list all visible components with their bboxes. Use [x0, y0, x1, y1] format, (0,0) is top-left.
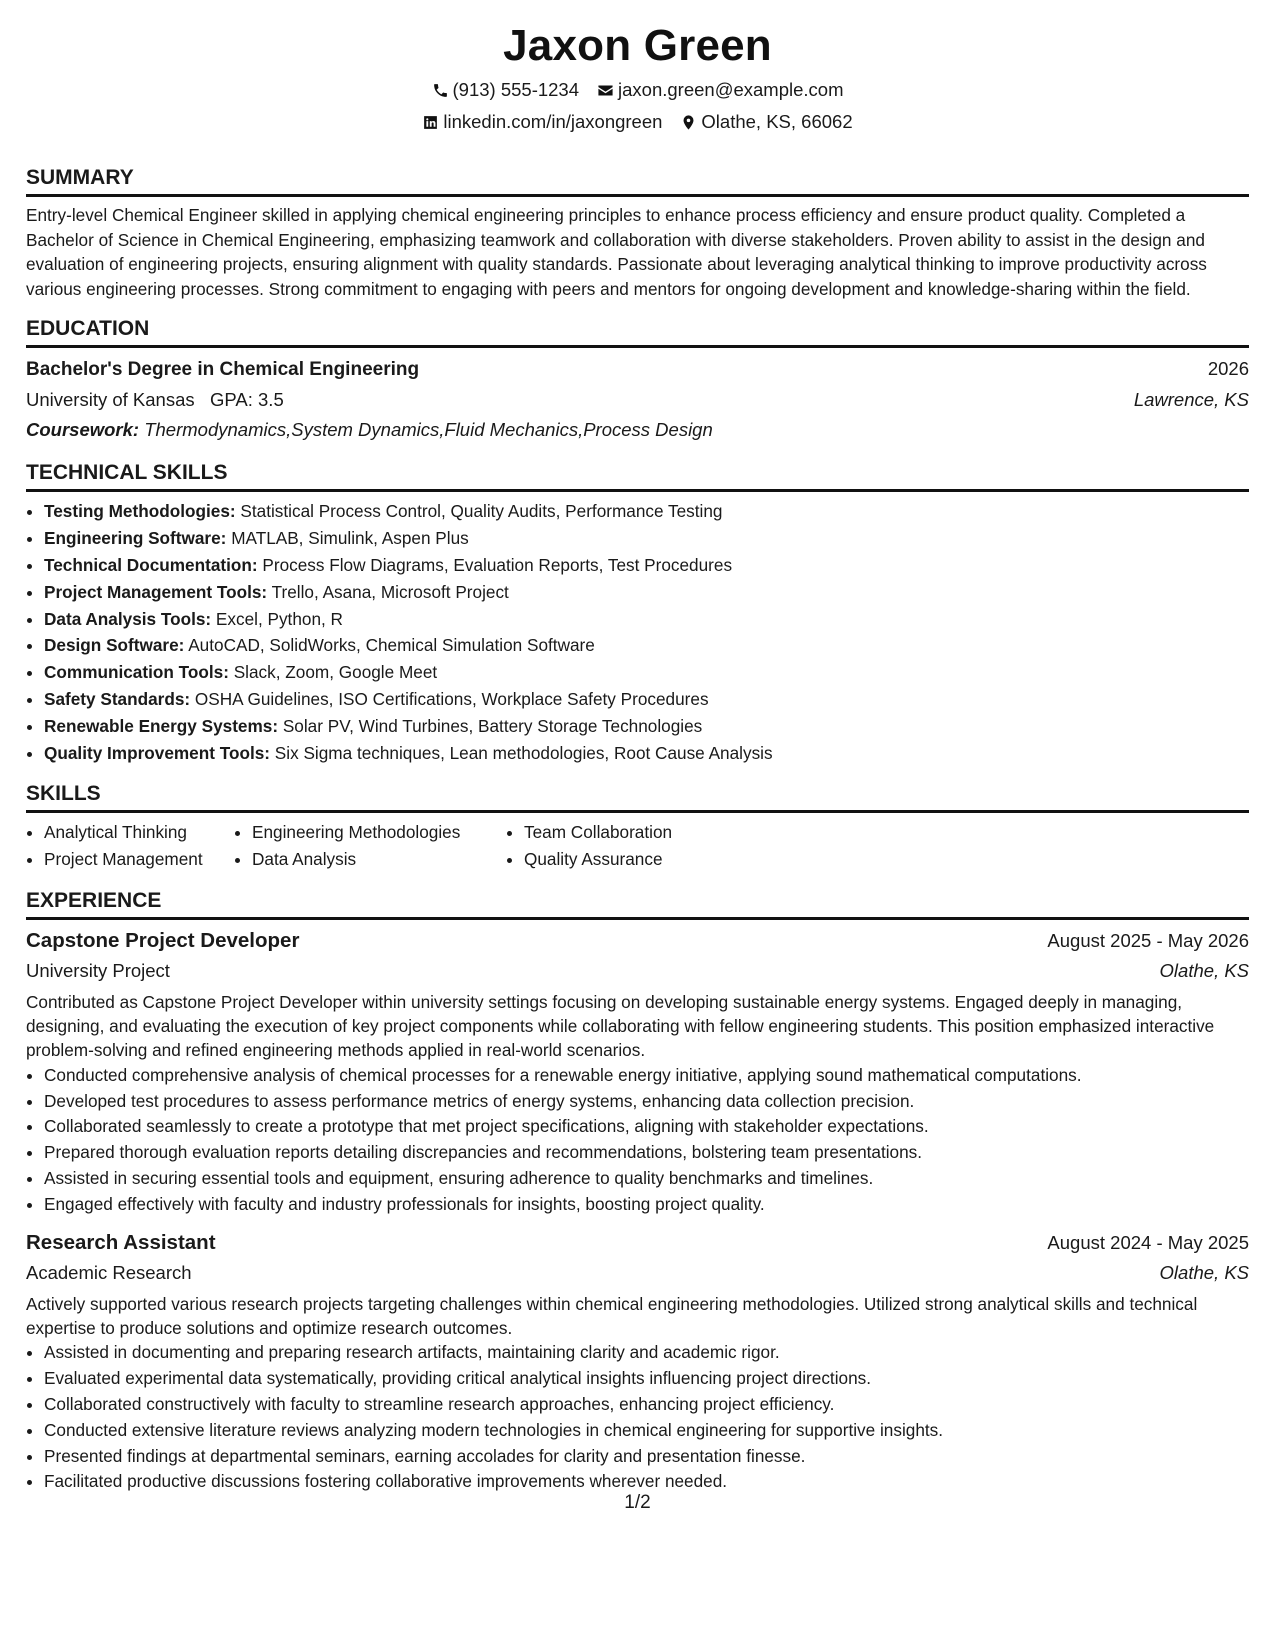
job-organization: University Project [26, 959, 170, 981]
job-description: Actively supported various research projects targeting challenges within chemical engineering methodologies. Utilized strong analytical skills and technical expertise to produce solutions and optimize research outcomes. [26, 1293, 1198, 1338]
skill-values: OSHA Guidelines, ISO Certifications, Workplace Safety Procedures [194, 688, 709, 709]
school-location: Lawrence, KS [1133, 389, 1249, 411]
job-organization: Academic Research [26, 1261, 192, 1283]
phone-icon [432, 82, 449, 99]
list-item: • Assisted in securing essential tools and equipment, ensuring adherence to quality benchmarks and timelines. [44, 1166, 1249, 1192]
skill-category: Renewable Energy Systems: [44, 715, 279, 736]
job-dates: August 2025 - May 2026 [1047, 929, 1249, 951]
section-title-experience: EXPERIENCE [26, 887, 1249, 920]
job-header-row [26, 1228, 1249, 1258]
education-header-row [26, 354, 1249, 385]
experience-section [26, 887, 1249, 1496]
job-location: Olathe, KS [1159, 959, 1249, 981]
list-item: • Analytical Thinking [44, 819, 234, 846]
coursework-line [26, 415, 1249, 445]
graduation-year: 2026 [1207, 358, 1249, 380]
phone-text: (913) 555-1234 [452, 79, 580, 100]
skill-category: Design Software: [44, 635, 185, 656]
list-item [44, 632, 1249, 659]
list-item [44, 713, 1249, 740]
job-dates: August 2024 - May 2025 [1047, 1231, 1249, 1253]
skills-column-3 [506, 819, 744, 872]
list-item: • Engaged effectively with faculty and industry professionals for insights, boosting project quality. [44, 1192, 1249, 1218]
list-item [44, 552, 1249, 579]
contact-phone[interactable] [432, 78, 580, 102]
job-description: Contributed as Capstone Project Developer within university settings focusing on developing sustainable energy systems. Engaged deeply in managing, designing, and evaluating the execution of key project components while collaborating with fellow engineering students. This position emphasized interactive problem-solving and refined engineering methods applied in real-world scenarios. [26, 991, 1215, 1061]
list-item [44, 525, 1249, 552]
list-item: • Data Analysis [252, 846, 506, 873]
skill-values: Solar PV, Wind Turbines, Battery Storage Technologies [282, 715, 703, 736]
list-item [44, 659, 1249, 686]
skill-category: Quality Improvement Tools: [44, 742, 271, 763]
list-item: • Engineering Methodologies [252, 819, 506, 846]
envelope-icon [597, 82, 614, 99]
skill-category: Testing Methodologies: [44, 501, 236, 522]
candidate-name: Jaxon Green [503, 21, 772, 70]
contact-linkedin[interactable] [422, 110, 662, 134]
list-item [44, 498, 1249, 525]
skill-category: Safety Standards: [44, 688, 191, 709]
job-bullets [26, 1340, 1249, 1495]
education-section [26, 315, 1249, 445]
summary-section [26, 164, 1249, 301]
list-item: • Quality Assurance [524, 846, 744, 873]
technical-skills-list [26, 498, 1249, 766]
section-title-technical-skills: TECHNICAL SKILLS [26, 459, 1249, 492]
map-pin-icon [680, 114, 697, 131]
list-item: • Facilitated productive discussions fostering collaborative improvements wherever needed. [44, 1469, 1249, 1495]
job-entry [26, 1228, 1249, 1496]
list-item: • Developed test procedures to assess performance metrics of energy systems, enhancing data collection precision. [44, 1089, 1249, 1115]
skills-section [26, 780, 1249, 872]
contact-row-1 [26, 78, 1249, 102]
summary-text: Entry-level Chemical Engineer skilled in applying chemical engineering principles to enhance process efficiency and ensure product quality. Completed a Bachelor of Science in Chemical Engineering, emphasizing teamwork and collaboration with diverse stakeholders. Proven ability to assist in the design and evaluation of engineering projects, ensuring alignment with quality standards. Passionate about leveraging analytical thinking to improve productivity across various engineering processes. Strong commitment to engaging with peers and mentors for ongoing development and knowledge-sharing within the field. [26, 205, 1207, 299]
skill-values: Statistical Process Control, Quality Audits, Performance Testing [240, 501, 723, 522]
job-title: Capstone Project Developer [26, 928, 300, 952]
page-number: 1/2 [624, 1492, 651, 1513]
skill-values: Excel, Python, R [215, 608, 343, 629]
skill-category: Technical Documentation: [44, 554, 258, 575]
linkedin-icon [422, 114, 439, 131]
list-item: • Presented findings at departmental seminars, earning accolades for clarity and presentation finesse. [44, 1444, 1249, 1470]
list-item: • Prepared thorough evaluation reports detailing discrepancies and recommendations, bolstering team presentations. [44, 1140, 1249, 1166]
list-item [44, 740, 1249, 767]
list-item: • Collaborated constructively with faculty to streamline research approaches, enhancing project efficiency. [44, 1392, 1249, 1418]
list-item: • Collaborated seamlessly to create a prototype that met project specifications, aligning with stakeholder expectations. [44, 1114, 1249, 1140]
job-header-row [26, 926, 1249, 956]
coursework-label: Coursework: [26, 419, 140, 441]
list-item: • Evaluated experimental data systematically, providing critical analytical insights influencing project directions. [44, 1366, 1249, 1392]
list-item: • Conducted comprehensive analysis of chemical processes for a renewable energy initiative, applying sound mathematical computations. [44, 1063, 1249, 1089]
technical-skills-section [26, 459, 1249, 766]
list-item [44, 606, 1249, 633]
skill-category: Engineering Software: [44, 528, 227, 549]
email-text: jaxon.green@example.com [618, 79, 844, 100]
section-title-skills: SKILLS [26, 780, 1249, 813]
skill-values: Process Flow Diagrams, Evaluation Reports, Test Procedures [262, 554, 733, 575]
skill-values: AutoCAD, SolidWorks, Chemical Simulation Software [188, 635, 595, 656]
skill-values: MATLAB, Simulink, Aspen Plus [231, 528, 469, 549]
list-item [44, 579, 1249, 606]
skills-column-2 [234, 819, 506, 872]
list-item: • Assisted in documenting and preparing research artifacts, maintaining clarity and academic rigor. [44, 1340, 1249, 1366]
coursework-list: Thermodynamics,System Dynamics,Fluid Mechanics,Process Design [144, 419, 713, 441]
skill-values: Six Sigma techniques, Lean methodologies, Root Cause Analysis [274, 742, 773, 763]
linkedin-text: linkedin.com/in/jaxongreen [443, 111, 663, 132]
job-location: Olathe, KS [1159, 1261, 1249, 1283]
list-item: • Conducted extensive literature reviews analyzing modern technologies in chemical engineering for supportive insights. [44, 1418, 1249, 1444]
degree-name: Bachelor's Degree in Chemical Engineering [26, 359, 420, 381]
job-org-row [26, 1258, 1249, 1288]
skill-values: Trello, Asana, Microsoft Project [271, 581, 509, 602]
skills-grid [26, 819, 1249, 872]
education-school-row [26, 385, 1249, 415]
skill-category: Data Analysis Tools: [44, 608, 212, 629]
gpa: GPA: 3.5 [210, 389, 284, 411]
contact-email[interactable] [597, 78, 843, 102]
skill-category: Communication Tools: [44, 662, 229, 683]
skill-values: Slack, Zoom, Google Meet [233, 662, 438, 683]
contact-location [680, 110, 852, 134]
skill-category: Project Management Tools: [44, 581, 268, 602]
contact-row-2 [26, 110, 1249, 134]
job-org-row [26, 956, 1249, 986]
list-item: • Team Collaboration [524, 819, 744, 846]
school-name: University of Kansas [26, 389, 195, 411]
job-bullets [26, 1063, 1249, 1218]
list-item: • Project Management [44, 846, 234, 873]
skills-column-1 [26, 819, 234, 872]
list-item [44, 686, 1249, 713]
section-title-summary: SUMMARY [26, 164, 1249, 197]
location-text: Olathe, KS, 66062 [701, 111, 853, 132]
job-title: Research Assistant [26, 1230, 216, 1254]
section-title-education: EDUCATION [26, 315, 1249, 348]
job-entry [26, 926, 1249, 1218]
